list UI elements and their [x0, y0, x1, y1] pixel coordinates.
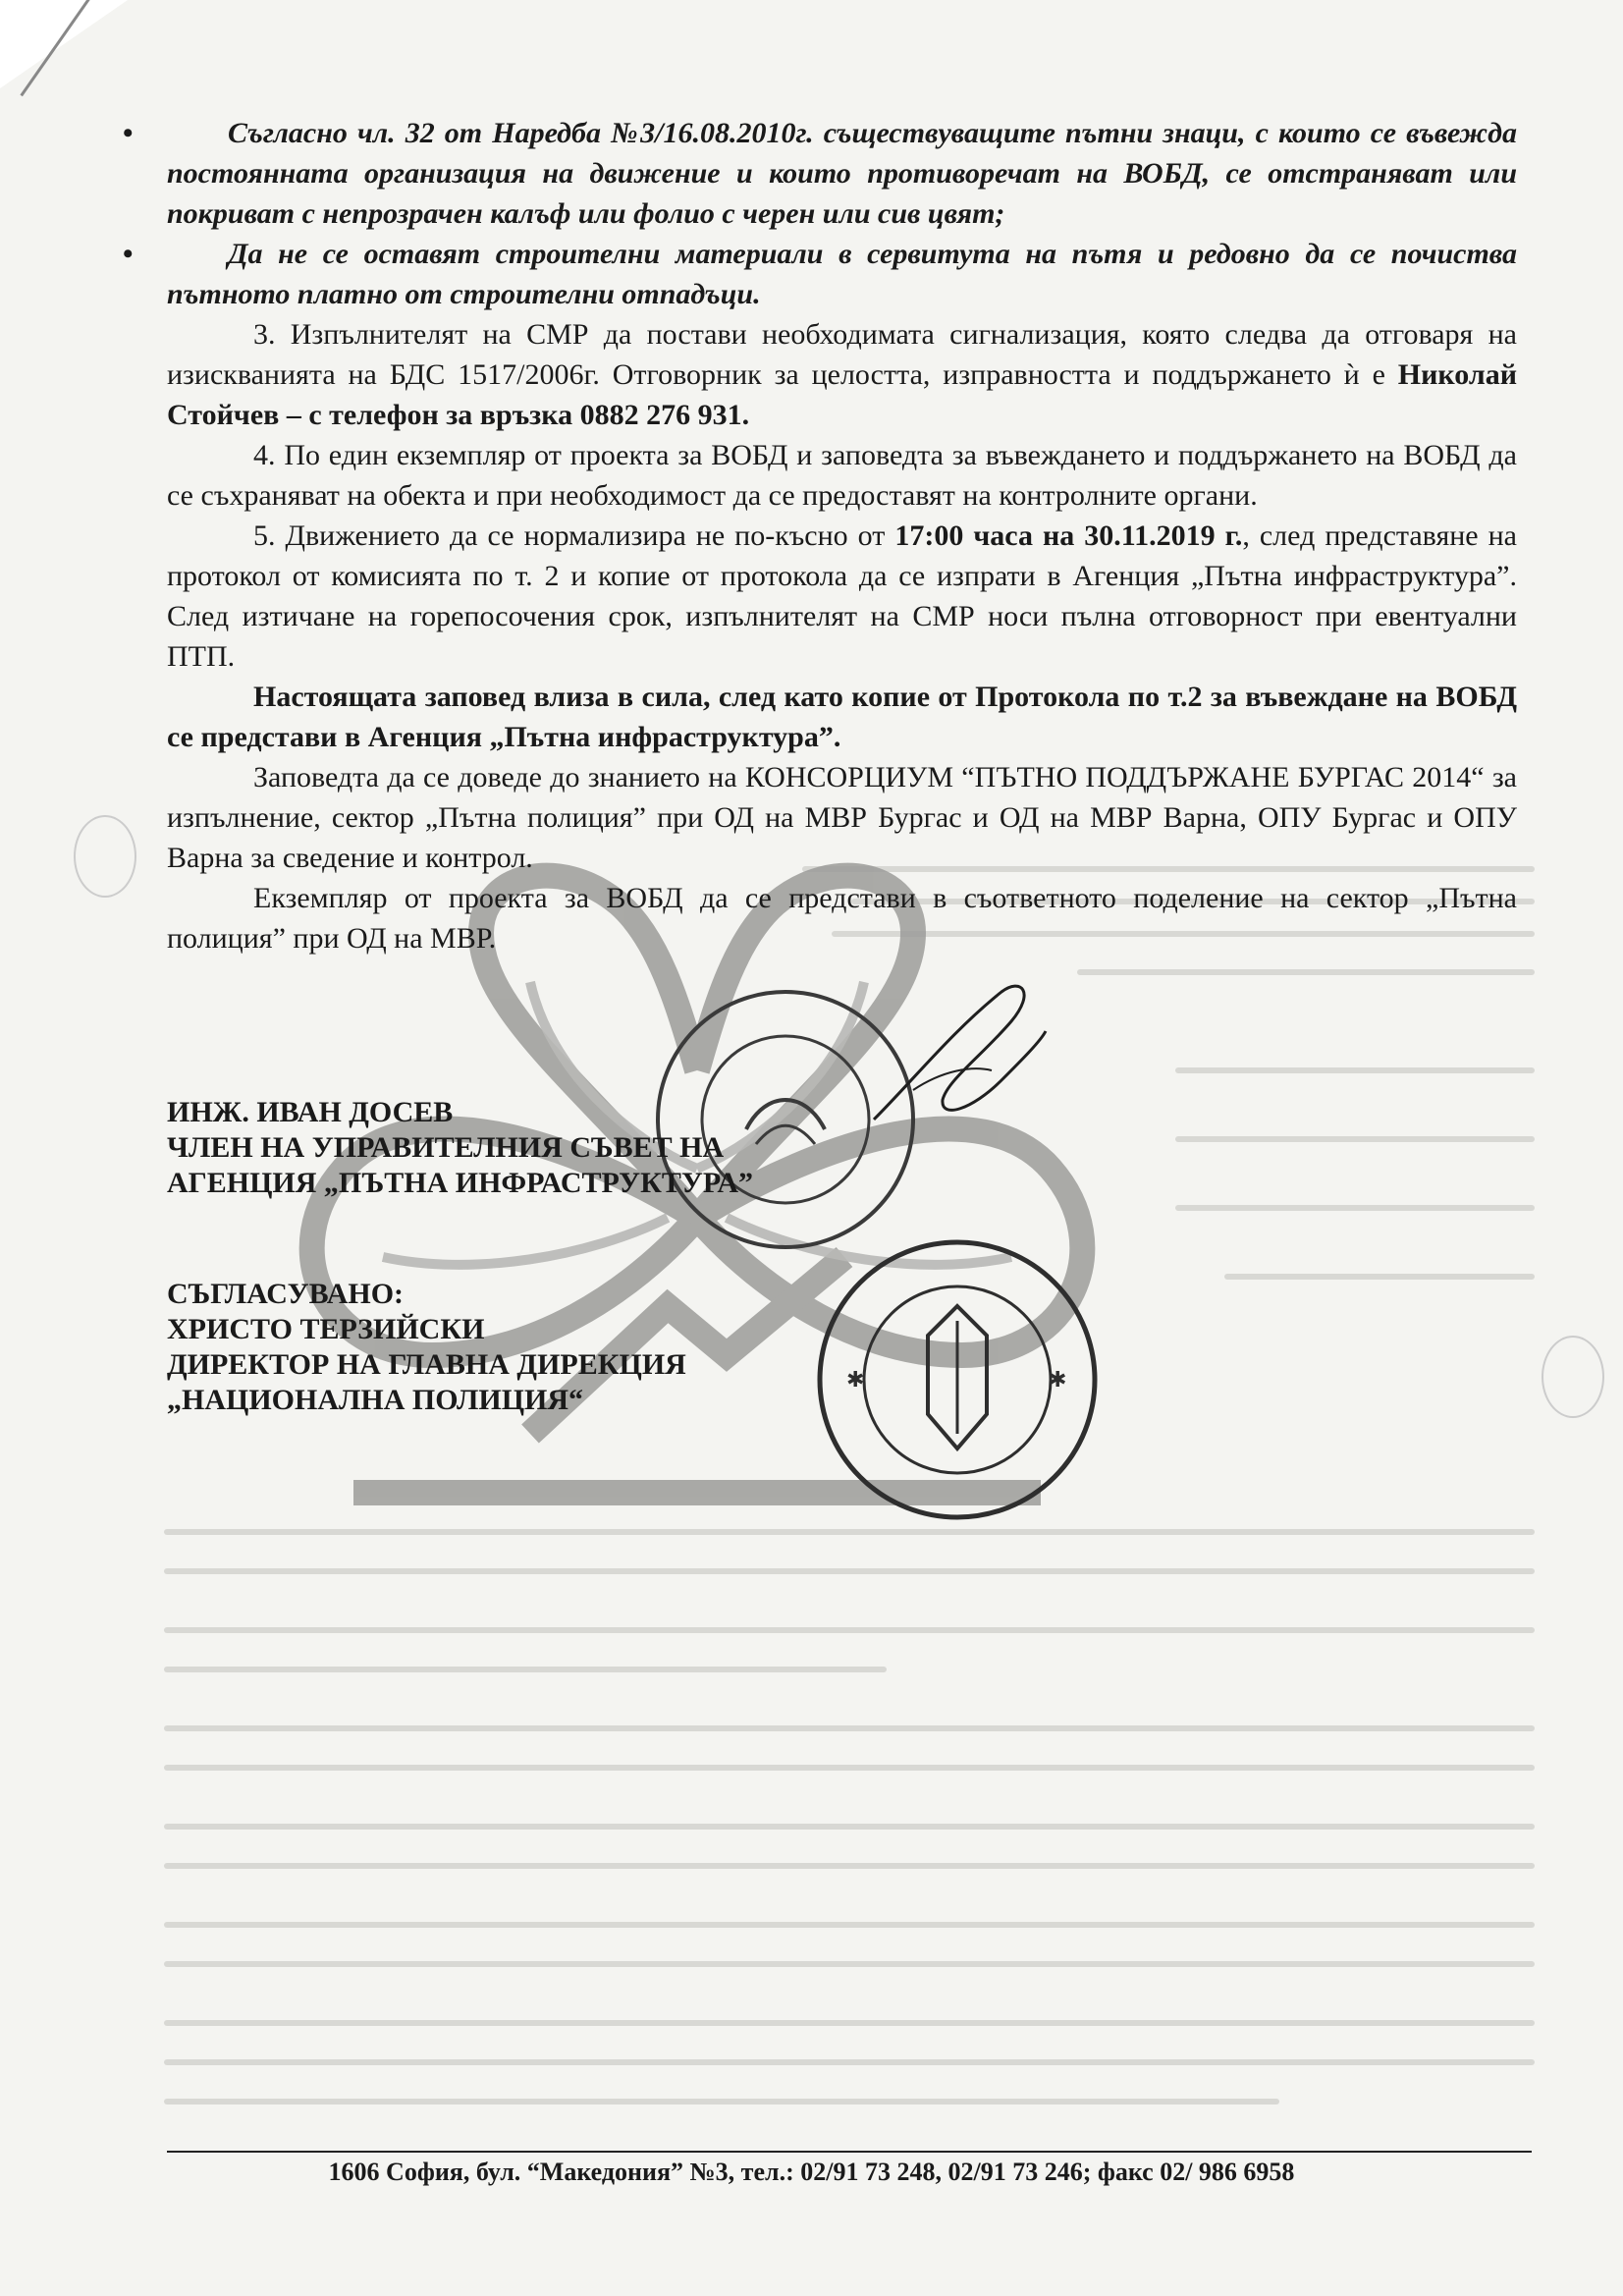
signatory-title: АГЕНЦИЯ „ПЪТНА ИНФРАСТРУКТУРА” — [167, 1167, 754, 1199]
paragraph-4 — [167, 435, 1517, 516]
bullet-text: Съгласно чл. 32 от Наредба №3/16.08.2010г. съществуващите пътни знаци, с които се въвежда постоянната организация на движение и които противоречат на ВОБД, се отстраняват или покриват с непрозрачен калъф или фолио с черен или сив цвят; — [167, 117, 1517, 230]
bullet-dot: • — [123, 117, 134, 149]
bullet-item — [123, 113, 1517, 234]
handwritten-signature — [854, 972, 1051, 1139]
paragraph-text: 4. По един екземпляр от проекта за ВОБД и заповедта за въвеждането и поддържането на ВОБД да се съхраняват на обекта и при необходимост да се предоставят на контролните органи. — [167, 439, 1517, 512]
approval-block — [167, 1277, 686, 1418]
footer-address: 1606 София, бул. “Македония” №3, тел.: 02/91 73 248, 02/91 73 246; факс 02/ 986 6958 — [328, 2158, 1295, 2186]
paragraph-3 — [167, 314, 1517, 435]
paragraph-notify — [167, 757, 1517, 878]
contact-person: Николай Стойчев – с телефон за връзка 0882 276 931. — [167, 358, 1517, 431]
document-body — [123, 113, 1517, 958]
signatory-block — [167, 1095, 753, 1201]
bullet-text: Да не се оставят строителни материали в сервитута на пътя и редовно да се почиства пътното платно от строителни отпадъци. — [167, 238, 1517, 310]
punch-hole-mark — [1542, 1336, 1604, 1418]
paragraph-text: 3. Изпълнителят на СМР да постави необходимата сигнализация, която следва да отговаря на изискванията на БДС 1517/2006г. Отговорник за целостта, изправността и поддържането ѝ е — [167, 318, 1517, 391]
svg-text:✱: ✱ — [846, 1367, 865, 1392]
paragraph-text: Екземпляр от проекта за ВОБД да се представи в съответното поделение на сектор „Пътна полиция” при ОД на МВР. — [167, 882, 1517, 955]
paragraph-text: , след представяне на протокол от комисията по т. 2 и копие от протокола да се изпрати в Агенция „Пътна инфраструктура”. След изтичане на горепосочения срок, изпълнителят на СМР носи пълна отговорност при евентуални ПТП. — [167, 519, 1517, 673]
approval-heading: СЪГЛАСУВАНО: — [167, 1278, 405, 1310]
signatory-name: ИНЖ. ИВАН ДОСЕВ — [167, 1096, 454, 1128]
paragraph-copy — [167, 878, 1517, 958]
deadline: 17:00 часа на 30.11.2019 г. — [894, 519, 1243, 552]
approver-name: ХРИСТО ТЕРЗИЙСКИ — [167, 1313, 485, 1345]
police-round-stamp — [805, 1228, 1109, 1532]
bullet-dot: • — [123, 238, 134, 270]
approver-title: ДИРЕКТОР НА ГЛАВНА ДИРЕКЦИЯ — [167, 1348, 686, 1381]
bullet-item — [123, 234, 1517, 314]
paragraph-text: 5. Движението да се нормализира не по-късно от — [253, 519, 895, 552]
footer-divider — [167, 2151, 1532, 2153]
approver-title: „НАЦИОНАЛНА ПОЛИЦИЯ“ — [167, 1384, 584, 1416]
paragraph-text: Настоящата заповед влиза в сила, след като копие от Протокола по т.2 за въвеждане на ВОБД се представи в Агенция „Пътна инфраструктура”. — [167, 681, 1517, 753]
punch-hole-mark — [74, 815, 136, 898]
paragraph-text: Заповедта да се доведе до знанието на КОНСОРЦИУМ “ПЪТНО ПОДДЪРЖАНЕ БУРГАС 2014“ за изпълнение, сектор „Пътна полиция” при ОД на МВР Бургас и ОД на МВР Варна, ОПУ Бургас и ОПУ Варна за сведение и контрол. — [167, 761, 1517, 874]
svg-text:✱: ✱ — [1049, 1367, 1067, 1392]
signatory-title: ЧЛЕН НА УПРАВИТЕЛНИЯ СЪВЕТ НА — [167, 1131, 725, 1164]
paragraph-effect — [167, 677, 1517, 757]
paragraph-5 — [167, 516, 1517, 677]
